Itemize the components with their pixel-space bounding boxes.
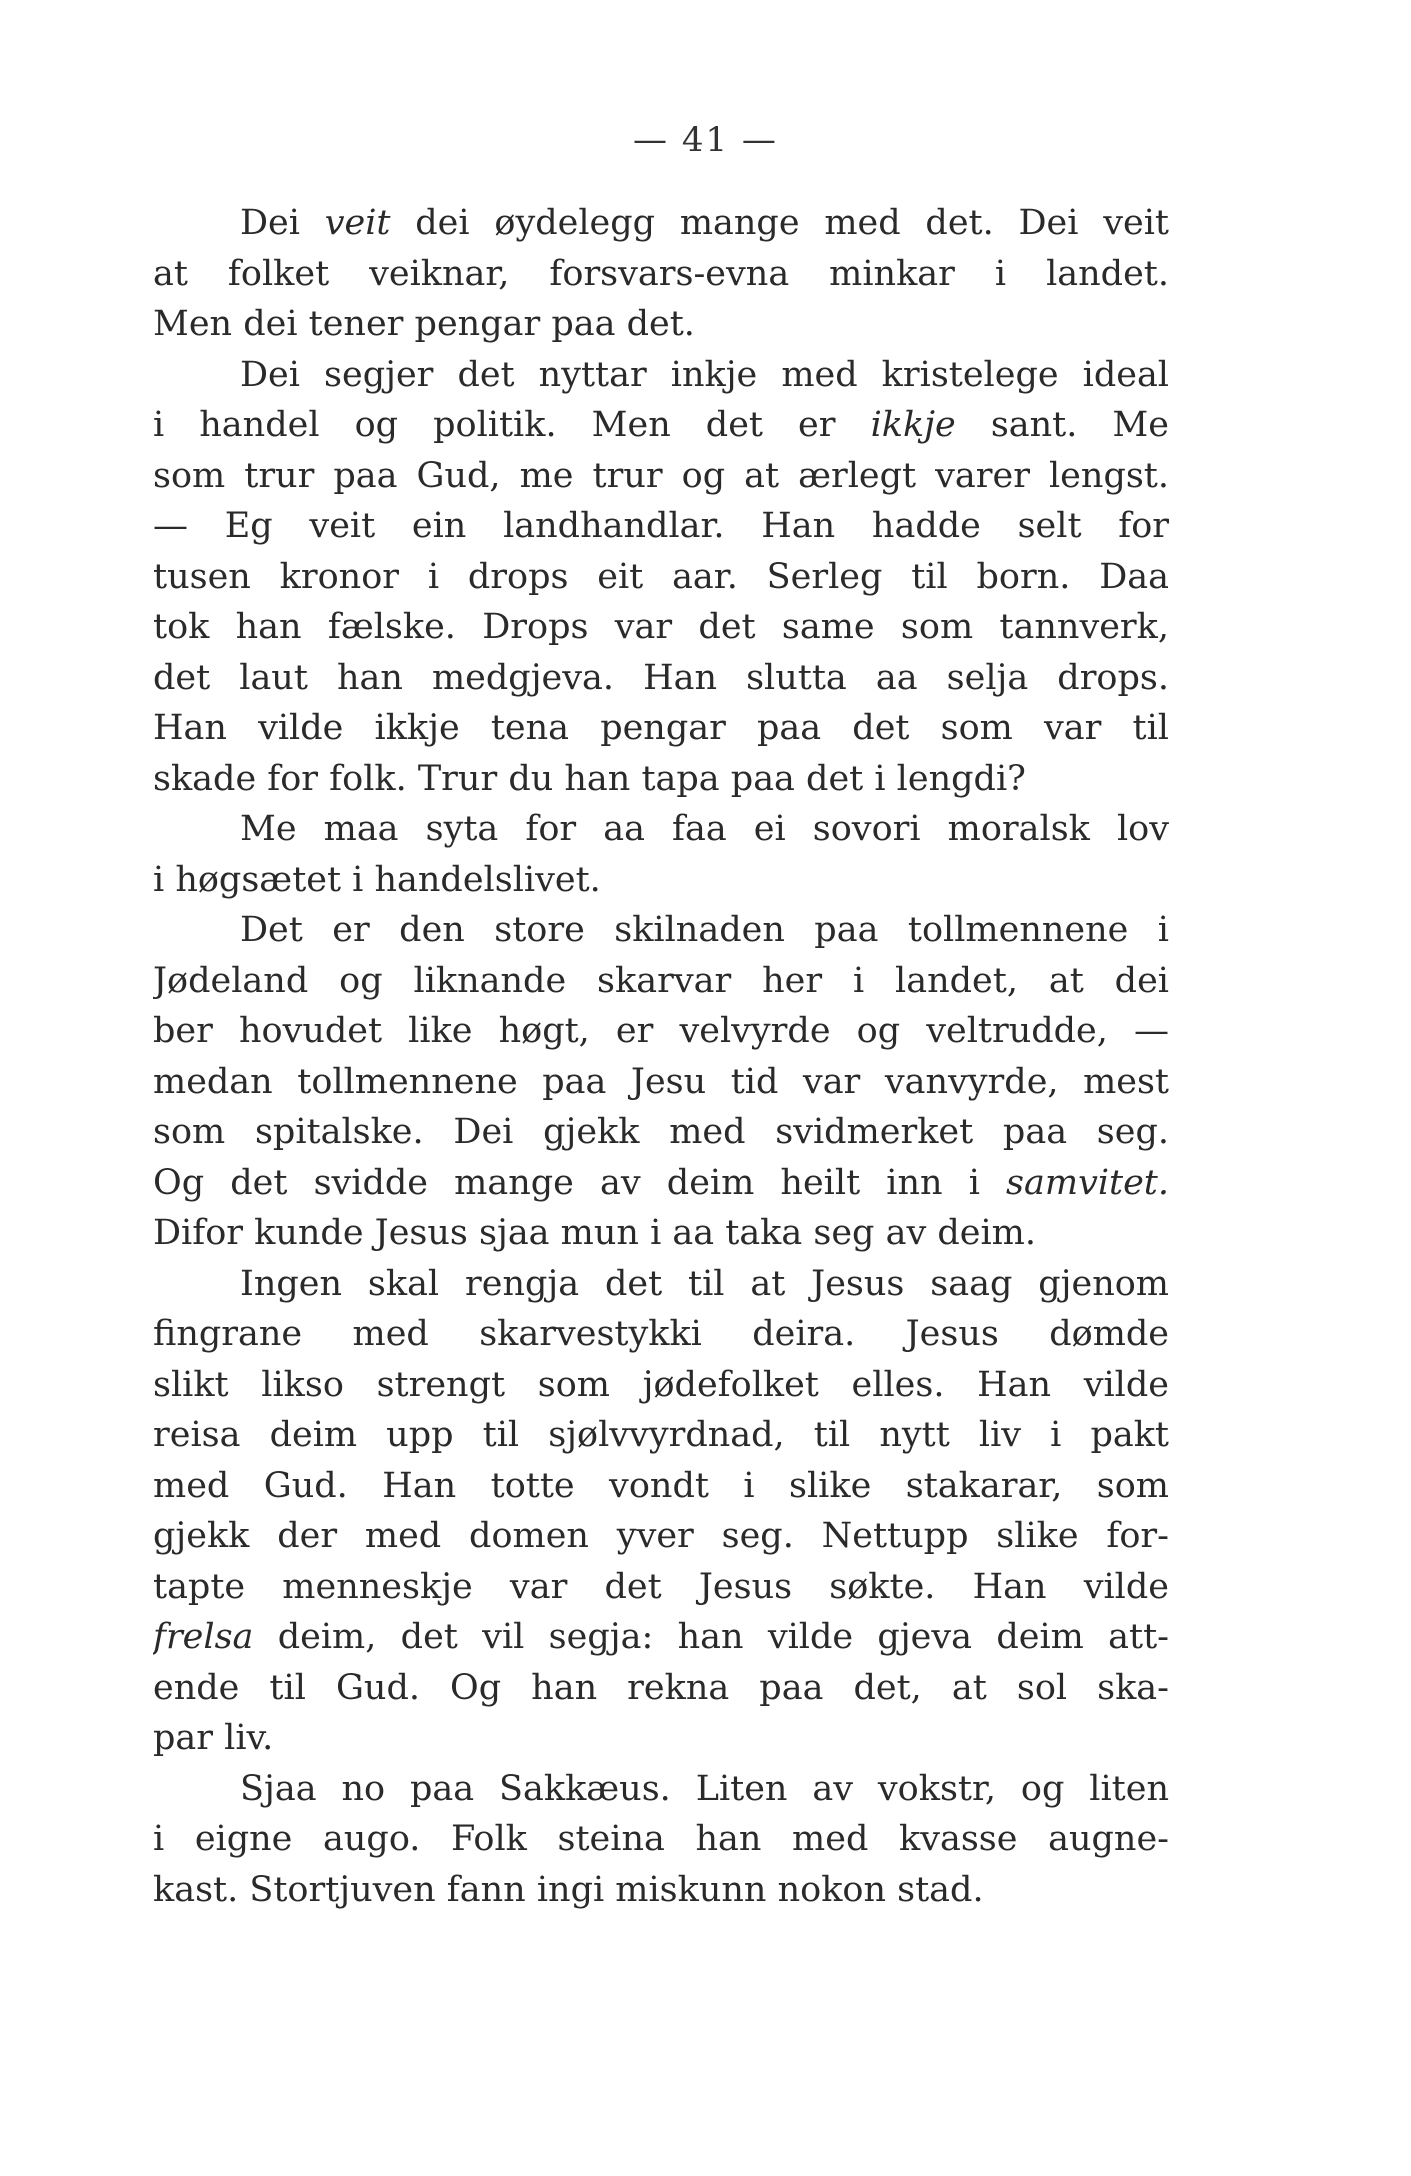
text-run: dei øydelegg mange med det. Dei veit <box>390 203 1169 243</box>
text-line <box>153 1309 1169 1360</box>
text-line <box>153 1713 1169 1764</box>
text-run: Ingen skal rengja det til at Jesus saag gjenom <box>240 1263 1169 1304</box>
text-run: gjekk der med domen yver seg. Nettupp slike for- <box>153 1516 1169 1556</box>
text-line <box>153 1006 1169 1057</box>
text-line <box>153 905 1169 956</box>
text-run: tok han fælske. Drops var det same som tannverk, <box>153 607 1169 647</box>
emphasized-word: veit <box>324 203 391 243</box>
text-line <box>153 1057 1169 1108</box>
text-line <box>153 1663 1169 1714</box>
text-line <box>153 1208 1169 1259</box>
text-run: Sjaa no paa Sakkæus. Liten av vokstr, og liten <box>240 1768 1169 1809</box>
text-run: Dei segjer det nyttar inkje med kristelege ideal <box>240 354 1169 395</box>
text-run: Me maa syta for aa faa ei sovori moralsk lov <box>240 809 1169 849</box>
text-run: tusen kronor i drops eit aar. Serleg til born. Daa <box>153 556 1169 597</box>
text-line <box>153 552 1169 603</box>
text-line <box>153 1461 1169 1512</box>
text-line <box>153 1814 1169 1865</box>
text-line <box>153 1764 1169 1815</box>
text-run: Og det svidde mange av deim heilt inn i <box>153 1162 1007 1203</box>
text-line <box>153 501 1169 552</box>
text-run: skade for folk. Trur du han tapa paa det i lengdi? <box>153 758 1026 799</box>
paragraph <box>153 1764 1169 1916</box>
text-run: sant. Me <box>955 405 1169 445</box>
paragraph <box>153 198 1169 350</box>
text-line <box>153 956 1169 1007</box>
text-line <box>153 1511 1169 1562</box>
paragraph <box>153 1259 1169 1764</box>
text-line <box>153 804 1169 855</box>
text-line <box>153 602 1169 653</box>
text-line <box>153 855 1169 906</box>
text-run: Det er den store skilnaden paa tollmennene i <box>240 910 1169 950</box>
text-run: — Eg veit ein landhandlar. Han hadde selt for <box>153 506 1169 546</box>
emphasized-word: samvitet. <box>1006 1162 1169 1203</box>
text-run: ende til Gud. Og han rekna paa det, at sol ska- <box>153 1667 1169 1708</box>
text-line <box>153 703 1169 754</box>
text-run: at folket veiknar, forsvars-evna minkar i landet. <box>153 253 1169 294</box>
text-run: i handel og politik. Men det er <box>153 405 871 445</box>
text-run: fingrane med skarvestykki deira. Jesus dømde <box>153 1314 1169 1354</box>
text-run: par liv. <box>153 1718 274 1758</box>
text-run: Difor kunde Jesus sjaa mun i aa taka seg av deim. <box>153 1213 1036 1253</box>
text-run: som spitalske. Dei gjekk med svidmerket paa seg. <box>153 1112 1169 1152</box>
text-line <box>153 1360 1169 1411</box>
body-text <box>153 198 1169 1915</box>
text-line <box>153 249 1169 300</box>
text-line <box>153 1612 1169 1663</box>
text-run: med Gud. Han totte vondt i slike stakarar, som <box>153 1465 1169 1506</box>
text-line <box>153 350 1169 401</box>
text-run: Jødeland og liknande skarvar her i landet, at dei <box>153 960 1169 1001</box>
text-run: reisa deim upp til sjølvvyrdnad, til nytt liv i pakt <box>153 1415 1169 1455</box>
emphasized-word: ikkje <box>870 405 956 445</box>
text-run: deim, det vil segja: han vilde gjeva deim att- <box>253 1617 1169 1657</box>
text-run: det laut han medgjeva. Han slutta aa selja drops. <box>153 657 1169 698</box>
text-line <box>153 1259 1169 1310</box>
text-run: Dei <box>240 203 325 243</box>
paragraph <box>153 804 1169 905</box>
text-line <box>153 1865 1169 1916</box>
text-line <box>153 1562 1169 1613</box>
text-run: Han vilde ikkje tena pengar paa det som var til <box>153 708 1169 748</box>
text-run: ber hovudet like høgt, er velvyrde og veltrudde, — <box>153 1011 1169 1051</box>
paragraph <box>153 350 1169 805</box>
text-run: som trur paa Gud, me trur og at ærlegt varer lengst. <box>153 455 1169 496</box>
text-run: medan tollmennene paa Jesu tid var vanvyrde, mest <box>153 1061 1169 1102</box>
text-line <box>153 198 1169 249</box>
text-line <box>153 1410 1169 1461</box>
paragraph <box>153 905 1169 1259</box>
text-run: slikt likso strengt som jødefolket elles. Han vilde <box>153 1364 1169 1405</box>
text-line <box>153 1107 1169 1158</box>
text-line <box>153 451 1169 502</box>
text-run: Men dei tener pengar paa det. <box>153 304 695 344</box>
emphasized-word: frelsa <box>153 1617 254 1657</box>
text-line <box>153 299 1169 350</box>
text-run: i høgsætet i handelslivet. <box>153 859 601 900</box>
text-line <box>153 1158 1169 1209</box>
text-line <box>153 754 1169 805</box>
text-run: tapte menneskje var det Jesus søkte. Han vilde <box>153 1566 1169 1607</box>
page-number: — 41 — <box>633 120 778 160</box>
text-line <box>153 400 1169 451</box>
text-run: kast. Stortjuven fann ingi miskunn nokon stad. <box>153 1869 984 1910</box>
text-line <box>153 653 1169 704</box>
text-run: i eigne augo. Folk steina han med kvasse augne- <box>153 1819 1169 1859</box>
